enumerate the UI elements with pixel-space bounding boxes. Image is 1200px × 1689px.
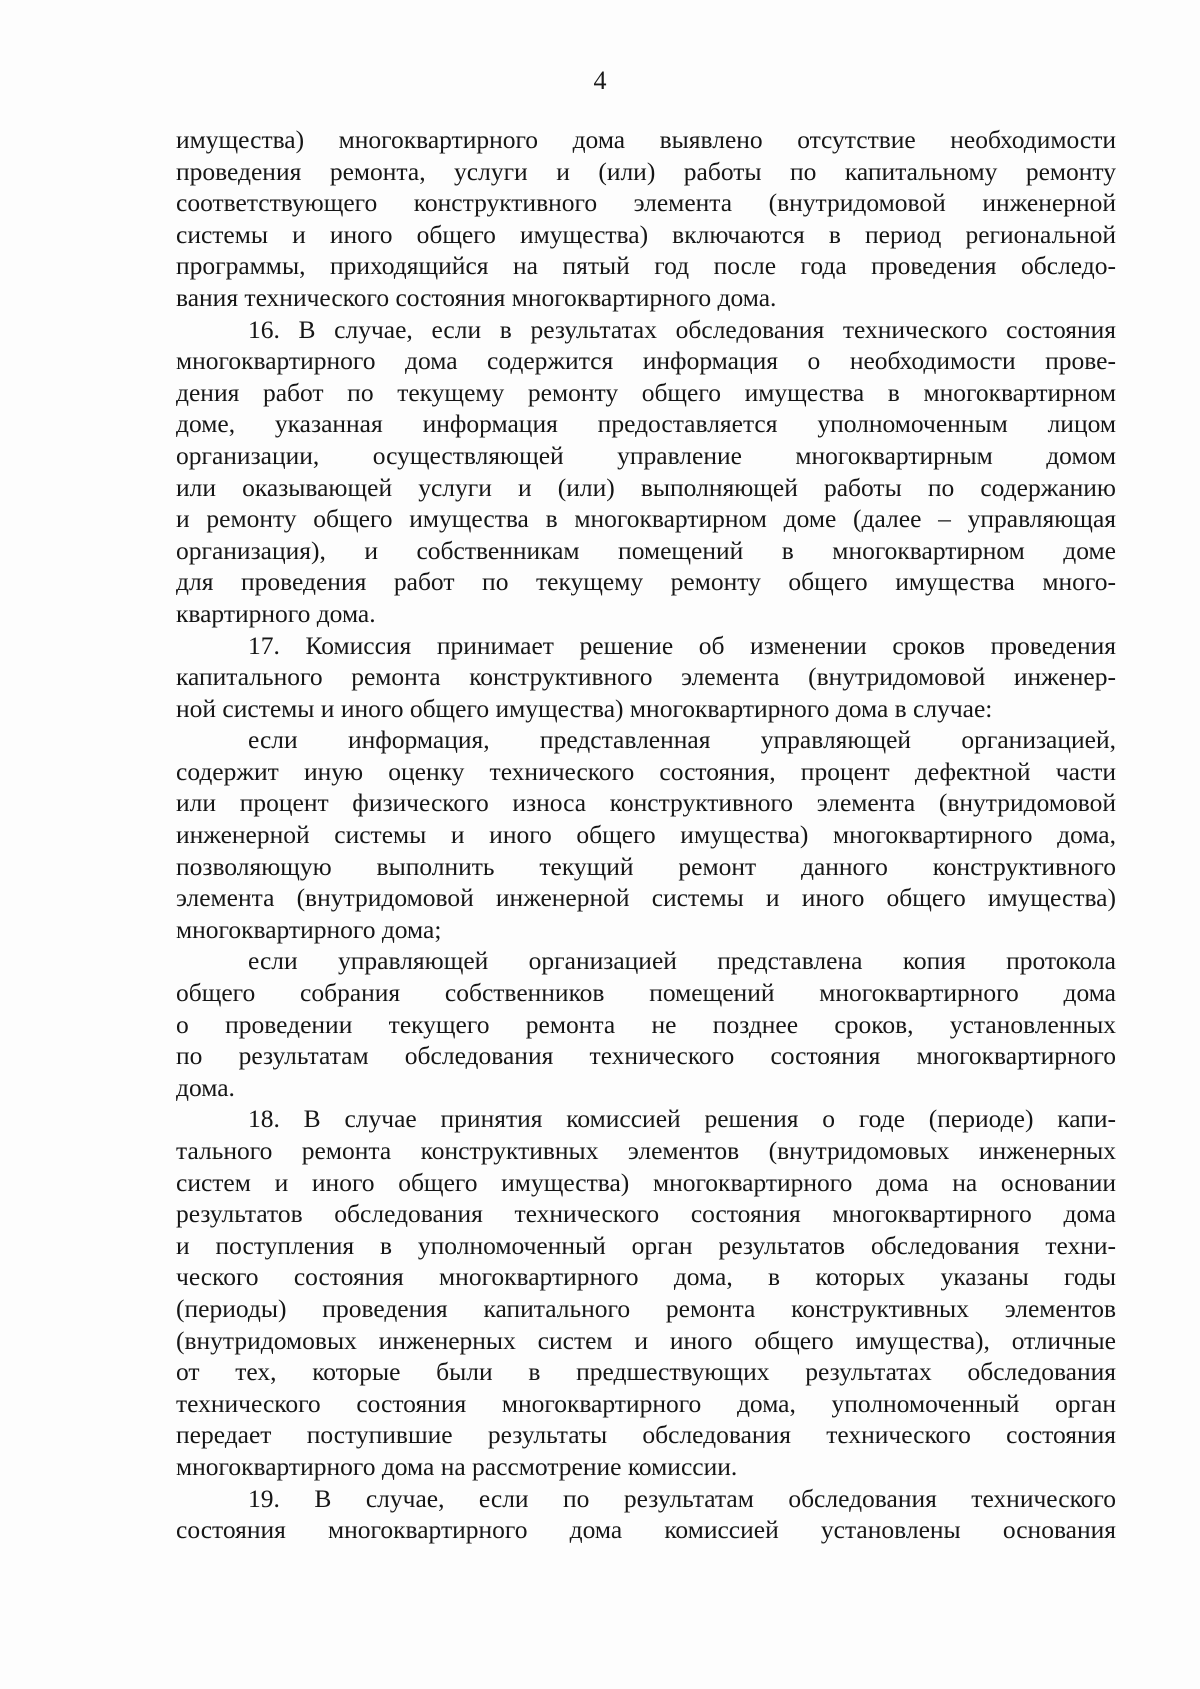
- text-line: или процент физического износа конструктивного элемента (внутридомовой: [176, 788, 1116, 818]
- text-line: передает поступившие результаты обследования технического состояния: [176, 1420, 1116, 1450]
- page-number: 4: [593, 66, 607, 95]
- text-line: (периоды) проведения капитального ремонта конструктивных элементов: [176, 1293, 1116, 1323]
- paragraph-cont: [176, 124, 1116, 314]
- text-line: содержит иную оценку технического состояния, процент дефектной части: [176, 756, 1116, 786]
- text-line: общего собрания собственников помещений многоквартирного дома: [176, 978, 1116, 1008]
- text-line: и ремонту общего имущества в многоквартирном доме (далее – управляющая: [176, 504, 1116, 534]
- text-line: многоквартирного дома на рассмотрение комиссии.: [176, 1451, 738, 1481]
- paragraph-18: [176, 1103, 1116, 1482]
- text-line: элемента (внутридомовой инженерной системы и иного общего имущества): [176, 883, 1116, 913]
- text-line: организации, осуществляющей управление многоквартирным домом: [176, 440, 1116, 470]
- text-line: соответствующего конструктивного элемента (внутридомовой инженерной: [176, 188, 1116, 218]
- text-line: организация), и собственникам помещений в многоквартирном доме: [176, 535, 1116, 565]
- text-line: 16. В случае, если в результатах обследования технического состояния: [248, 314, 1116, 344]
- text-line: если информация, представленная управляющей организацией,: [248, 725, 1116, 755]
- text-line: или оказывающей услуги и (или) выполняющей работы по содержанию: [176, 472, 1116, 502]
- text-line: по результатам обследования технического состояния многоквартирного: [176, 1041, 1116, 1071]
- text-line: систем и иного общего имущества) многоквартирного дома на основании: [176, 1167, 1116, 1197]
- text-line: от тех, которые были в предшествующих результатах обследования: [176, 1357, 1116, 1387]
- text-line: ческого состояния многоквартирного дома, в которых указаны годы: [176, 1262, 1116, 1292]
- text-line: программы, приходящийся на пятый год после года проведения обследо-: [176, 251, 1116, 281]
- text-line: доме, указанная информация предоставляется уполномоченным лицом: [176, 409, 1116, 439]
- text-line: 17. Комиссия принимает решение об изменении сроков проведения: [248, 630, 1116, 660]
- text-line: капитального ремонта конструктивного элемента (внутридомовой инженер-: [176, 662, 1116, 692]
- text-line: о проведении текущего ремонта не позднее сроков, установленных: [176, 1009, 1116, 1039]
- text-line: системы и иного общего имущества) включаются в период региональной: [176, 219, 1116, 249]
- text-line: ной системы и иного общего имущества) многоквартирного дома в случае:: [176, 693, 993, 723]
- text-line: 18. В случае принятия комиссией решения о годе (периоде) капи-: [248, 1104, 1116, 1134]
- text-line: состояния многоквартирного дома комиссией установлены основания: [176, 1515, 1116, 1545]
- text-line: проведения ремонта, услуги и (или) работы по капитальному ремонту: [176, 156, 1116, 186]
- document-body: [176, 124, 1116, 1546]
- paragraph-16: [176, 314, 1116, 630]
- text-line: дома.: [176, 1072, 235, 1102]
- paragraph-19: [176, 1483, 1116, 1546]
- text-line: если управляющей организацией представлена копия протокола: [248, 946, 1116, 976]
- text-line: и поступления в уполномоченный орган результатов обследования техни-: [176, 1230, 1116, 1260]
- text-line: многоквартирного дома содержится информация о необходимости прове-: [176, 346, 1116, 376]
- text-line: инженерной системы и иного общего имущества) многоквартирного дома,: [176, 820, 1116, 850]
- text-line: дения работ по текущему ремонту общего имущества в многоквартирном: [176, 377, 1116, 407]
- text-line: 19. В случае, если по результатам обследования технического: [248, 1483, 1116, 1513]
- text-line: технического состояния многоквартирного дома, уполномоченный орган: [176, 1388, 1116, 1418]
- text-line: имущества) многоквартирного дома выявлено отсутствие необходимости: [176, 125, 1116, 154]
- text-line: результатов обследования технического состояния многоквартирного дома: [176, 1199, 1116, 1229]
- text-line: квартирного дома.: [176, 598, 376, 628]
- paragraph-17a: [176, 724, 1116, 945]
- text-line: позволяющую выполнить текущий ремонт данного конструктивного: [176, 851, 1116, 881]
- paragraph-17b: [176, 945, 1116, 1103]
- text-line: многоквартирного дома;: [176, 914, 442, 944]
- text-line: вания технического состояния многоквартирного дома.: [176, 282, 777, 312]
- paragraph-17: [176, 630, 1116, 725]
- text-line: тального ремонта конструктивных элементов (внутридомовых инженерных: [176, 1136, 1116, 1165]
- text-line: (внутридомовых инженерных систем и иного общего имущества), отличные: [176, 1325, 1116, 1355]
- text-line: для проведения работ по текущему ремонту общего имущества много-: [176, 567, 1116, 597]
